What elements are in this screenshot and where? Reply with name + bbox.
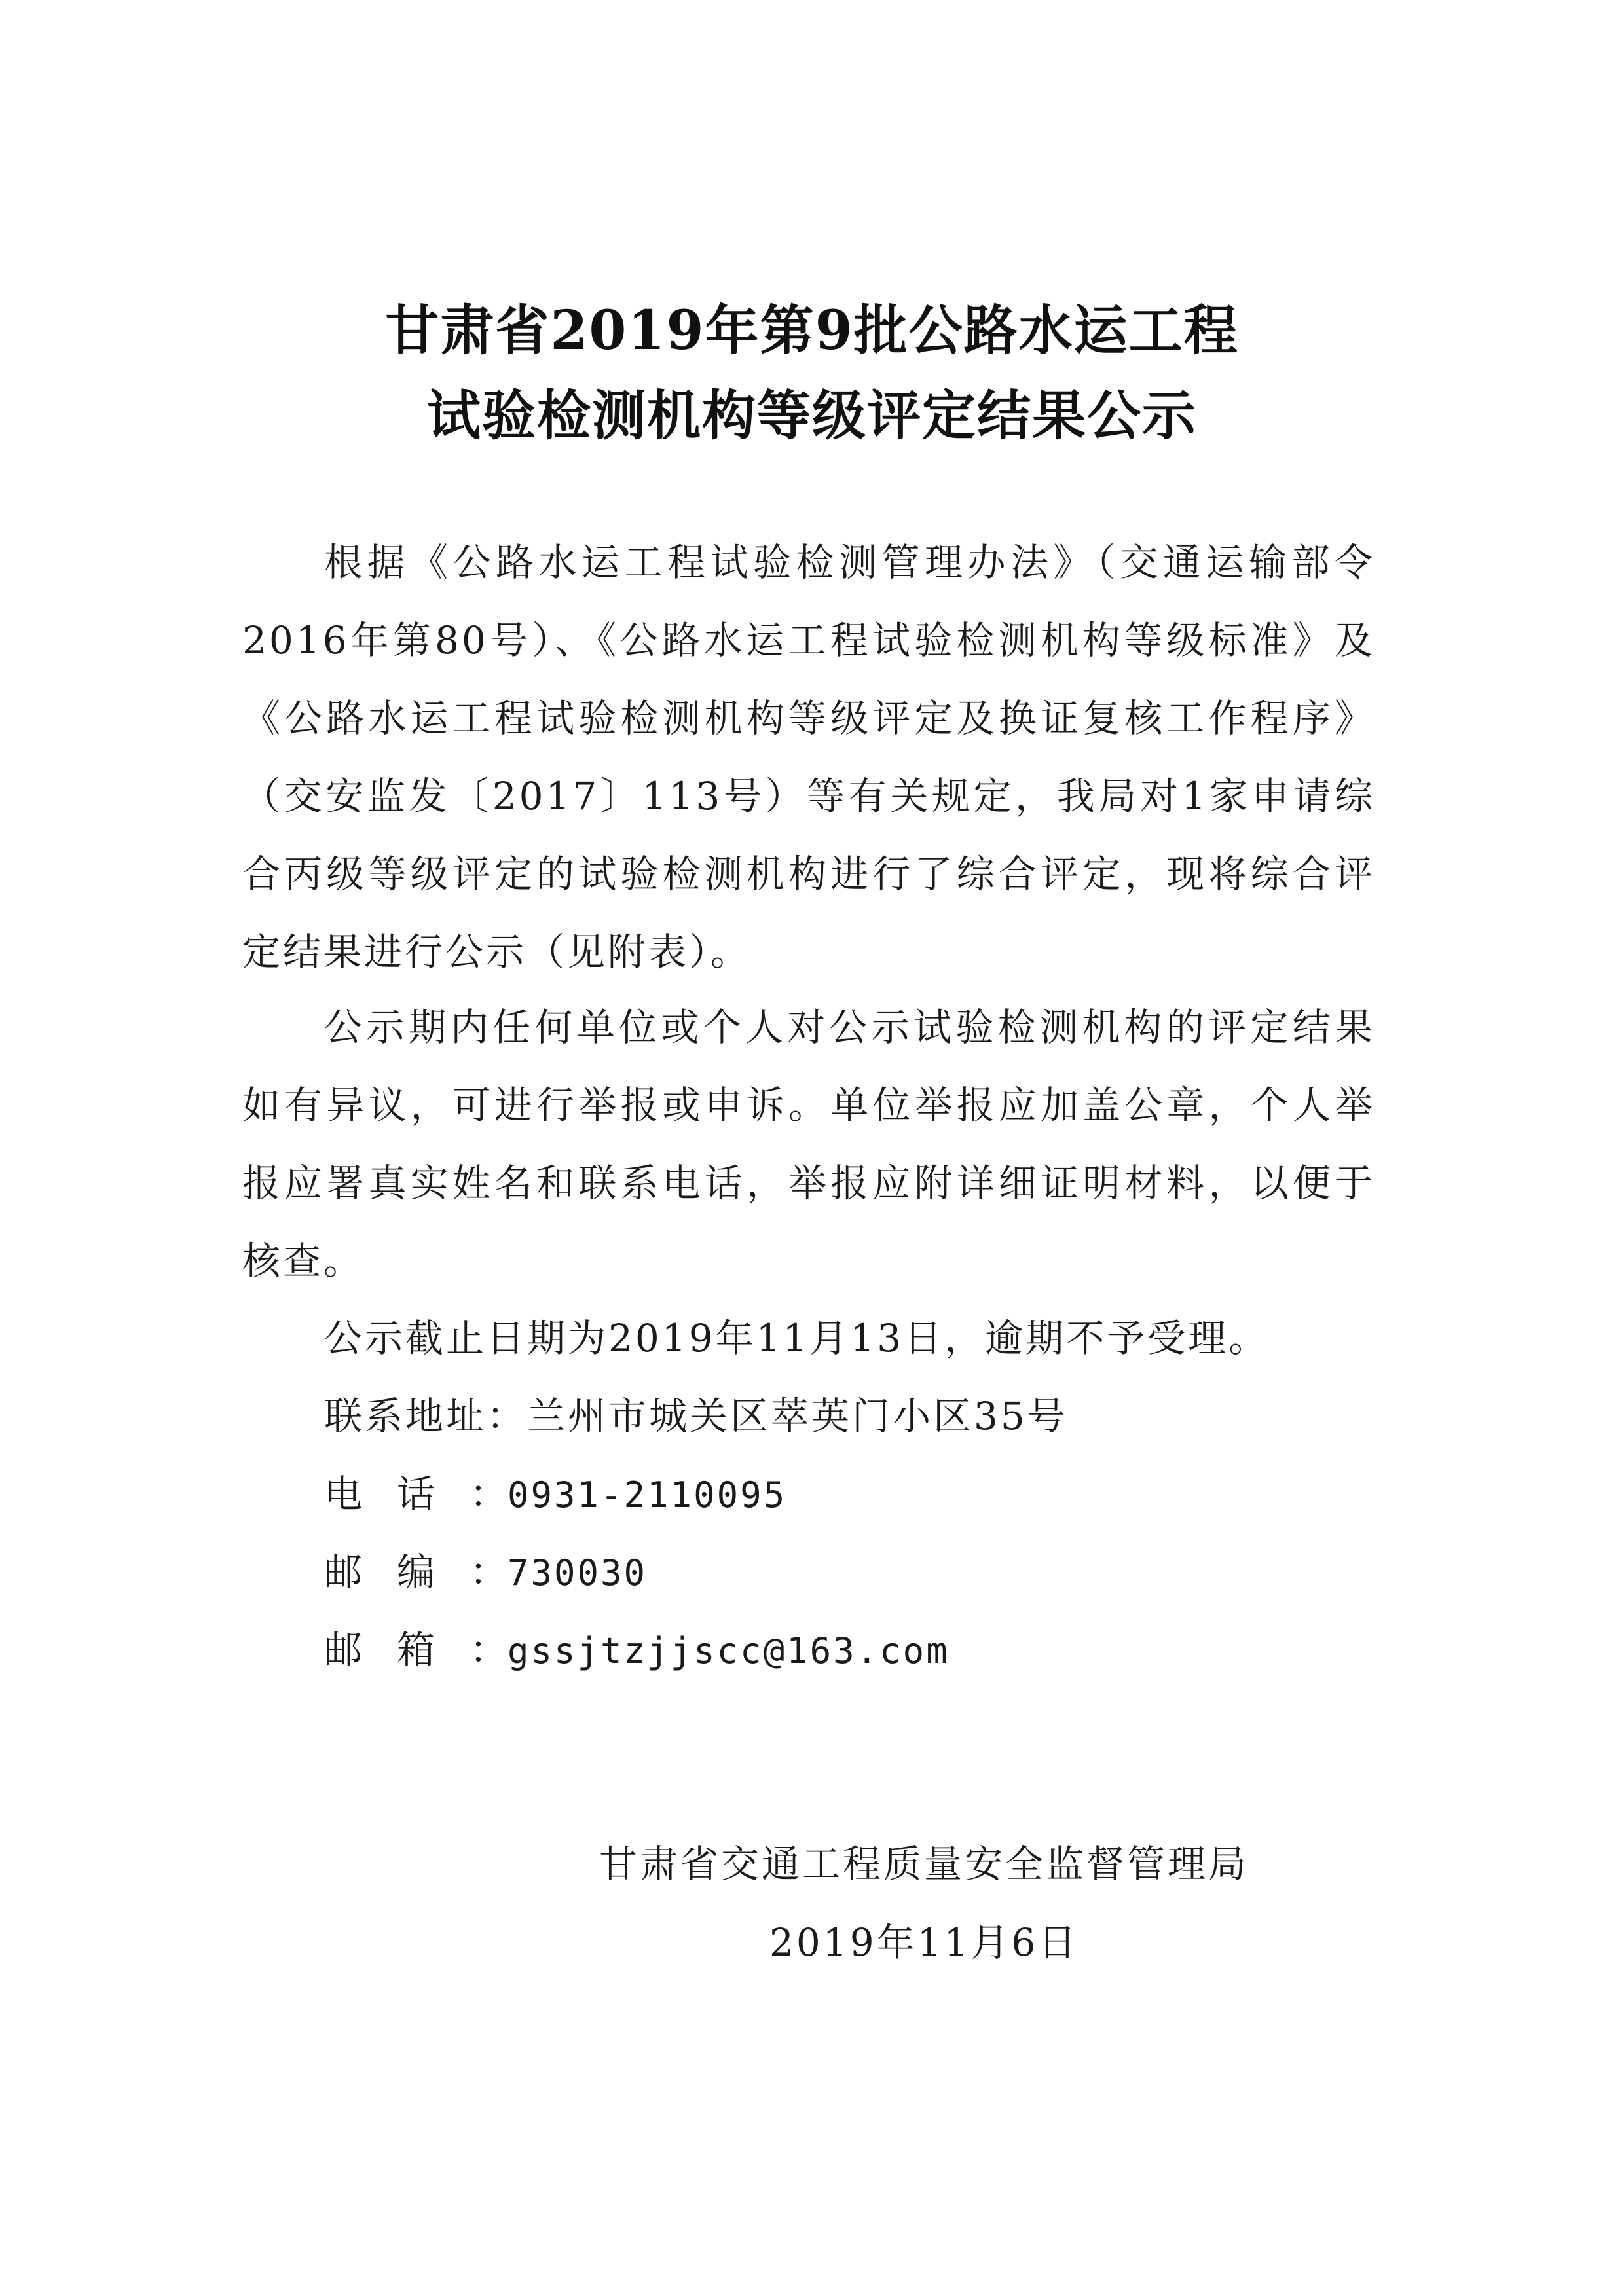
address-value: 兰州市城关区萃英门小区35号 — [527, 1394, 1068, 1438]
body-paragraph-1: 根据《公路水运工程试验检测管理办法》（交通运输部令2016年第80号）、《公路水运工程试验检测机构等级标准》及《公路水运工程试验检测机构等级评定及换证复核工作程序》（交安监发〔2017〕113号）等有关规定，我局对1家申请综合丙级等级评定的试验检测机构进行了综合评定，现将综合评定结果进行公示（见附表）。 — [242, 540, 1375, 974]
contact-postcode — [324, 1533, 647, 1612]
postcode-label: 邮编： — [324, 1550, 507, 1594]
deadline-notice: 公示截止日期为2019年11月13日，逾期不予受理。 — [324, 1316, 1270, 1360]
postcode-value: 730030 — [507, 1552, 648, 1594]
email-value: gssjtzjjscc@163.com — [507, 1630, 950, 1671]
phone-value: 0931-2110095 — [507, 1474, 787, 1516]
contact-address — [324, 1377, 1068, 1455]
phone-label: 电话： — [324, 1472, 507, 1516]
email-label: 邮箱： — [324, 1628, 507, 1672]
contact-email — [324, 1611, 950, 1690]
address-label: 联系地址： — [324, 1394, 528, 1438]
signature-organization: 甘肃省交通工程质量安全监督管理局 — [599, 1842, 1249, 1886]
document-title-line-2: 试验检测机构等级评定结果公示 — [426, 384, 1197, 447]
body-paragraph-2: 公示期内任何单位或个人对公示试验检测机构的评定结果如有异议，可进行举报或申诉。单位举报应加盖公章，个人举报应署真实姓名和联系电话，举报应附详细证明材料，以便于核查。 — [242, 1005, 1375, 1283]
contact-phone — [324, 1455, 786, 1534]
signature-date: 2019年11月6日 — [769, 1920, 1079, 1965]
document-title-line-1: 甘肃省2019年第9批公路水运工程 — [385, 299, 1239, 362]
